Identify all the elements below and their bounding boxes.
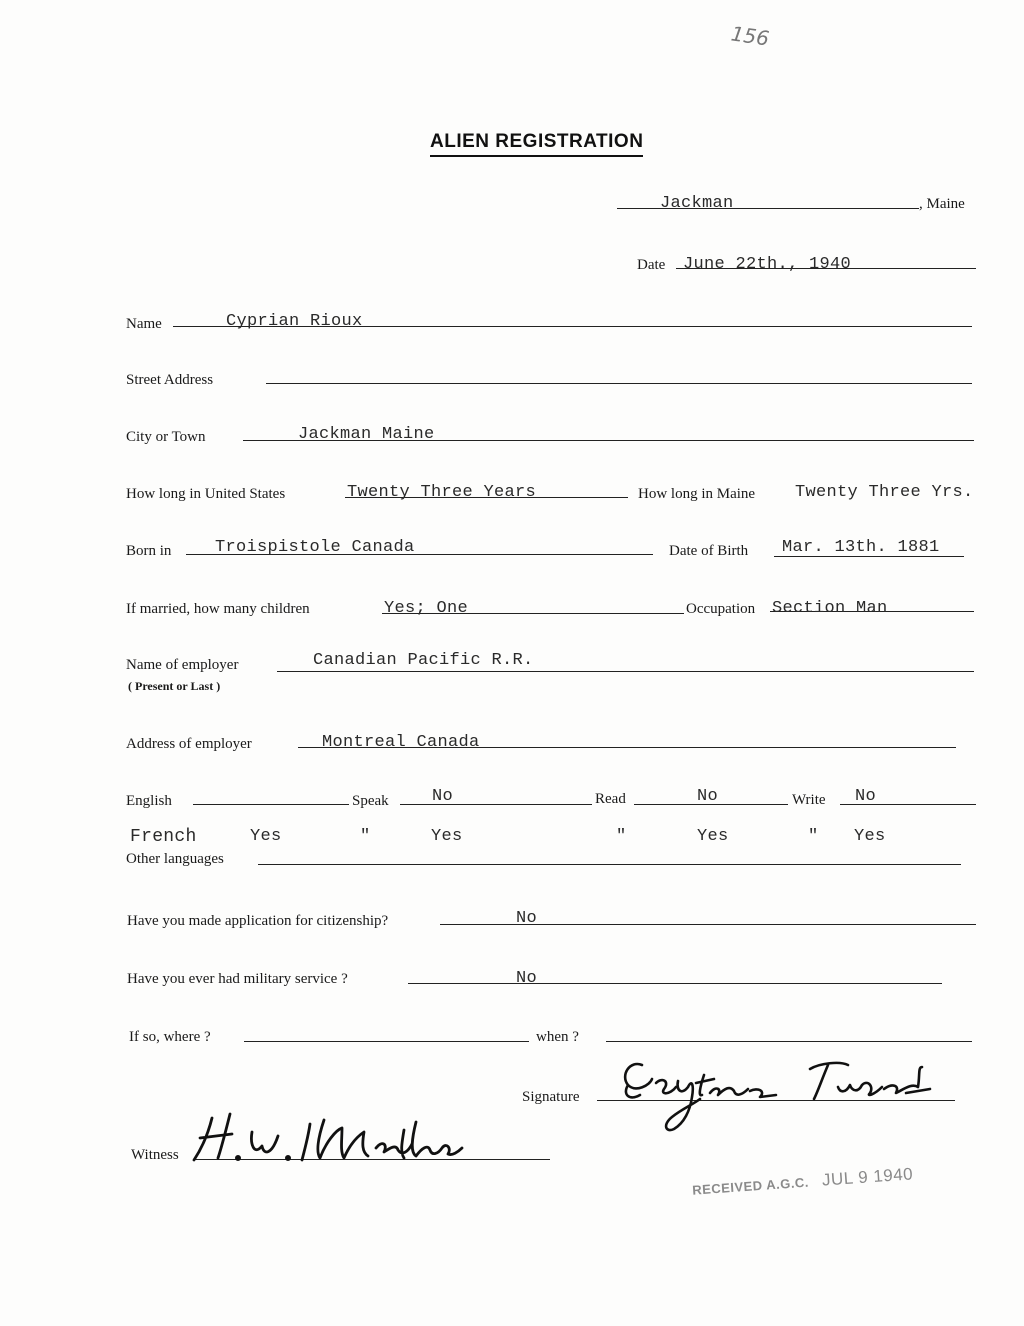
- received-stamp: [692, 1164, 914, 1199]
- french-read-value: Yes: [697, 827, 729, 846]
- how-long-us-label: How long in United States: [126, 486, 286, 502]
- employer-address-label: Address of employer: [126, 736, 252, 752]
- state-label: , Maine: [919, 196, 965, 212]
- ditto-write: ": [808, 827, 819, 846]
- born-value: Troispistole Canada: [215, 538, 415, 557]
- employer-sublabel: ( Present or Last ): [128, 679, 221, 693]
- occupation-label: Occupation: [686, 601, 756, 617]
- occupation-value: Section Man: [772, 599, 888, 618]
- stamp-date: JUL 9 1940: [821, 1164, 914, 1190]
- french-write-value: Yes: [854, 827, 886, 846]
- other-languages-line: [258, 864, 961, 865]
- witness-label: Witness: [131, 1147, 179, 1163]
- stamp-text: RECEIVED A.G.C.: [691, 1174, 810, 1198]
- when-label: when ?: [536, 1029, 579, 1045]
- english-label: English: [126, 793, 172, 809]
- military-value: No: [516, 969, 538, 988]
- read-label: Read: [595, 791, 626, 807]
- street-label: Street Address: [126, 372, 214, 388]
- speak-label: Speak: [352, 793, 389, 809]
- town-value: Jackman: [660, 194, 734, 213]
- born-label: Born in: [126, 543, 172, 559]
- other-languages-label: Other languages: [126, 851, 224, 867]
- ditto-speak: ": [360, 827, 371, 846]
- where-label: If so, where ?: [129, 1029, 211, 1045]
- street-line: [266, 383, 972, 384]
- english-line: [193, 804, 349, 805]
- when-line: [606, 1041, 972, 1042]
- witness-signature-image: [190, 1108, 490, 1168]
- french-value: Yes: [250, 827, 282, 846]
- english-speak-value: No: [432, 787, 454, 806]
- french-speak-value: Yes: [431, 827, 463, 846]
- form-title: ALIEN REGISTRATION: [430, 131, 643, 157]
- date-value: June 22th., 1940: [683, 255, 852, 274]
- dob-value: Mar. 13th. 1881: [782, 538, 940, 557]
- signature-image: [600, 1045, 960, 1140]
- military-line: [408, 983, 942, 984]
- city-label: City or Town: [126, 429, 206, 445]
- citizenship-label: Have you made application for citizenship?: [127, 913, 389, 929]
- write-label: Write: [792, 792, 826, 808]
- speak-line: [400, 804, 592, 805]
- date-label: Date: [637, 257, 666, 273]
- employer-address-value: Montreal Canada: [322, 733, 480, 752]
- page-number: 156: [729, 21, 771, 51]
- name-value: Cyprian Rioux: [226, 312, 363, 331]
- employer-label: Name of employer: [126, 657, 239, 673]
- signature-label: Signature: [522, 1089, 580, 1105]
- where-line: [244, 1041, 529, 1042]
- employer-value: Canadian Pacific R.R.: [313, 651, 534, 670]
- ditto-read: ": [616, 827, 627, 846]
- how-long-us-value: Twenty Three Years: [347, 483, 537, 502]
- military-label: Have you ever had military service ?: [127, 971, 348, 987]
- english-read-value: No: [697, 787, 719, 806]
- how-long-maine-value: Twenty Three Yrs.: [795, 483, 974, 502]
- city-value: Jackman Maine: [298, 425, 435, 444]
- citizenship-value: No: [516, 909, 538, 928]
- children-label: If married, how many children: [126, 601, 310, 617]
- how-long-maine-label: How long in Maine: [638, 486, 756, 502]
- dob-label: Date of Birth: [669, 543, 749, 559]
- name-label: Name: [126, 316, 162, 332]
- french-label: French: [130, 827, 197, 847]
- employer-line: [277, 671, 974, 672]
- english-write-value: No: [855, 787, 877, 806]
- children-value: Yes; One: [384, 599, 469, 618]
